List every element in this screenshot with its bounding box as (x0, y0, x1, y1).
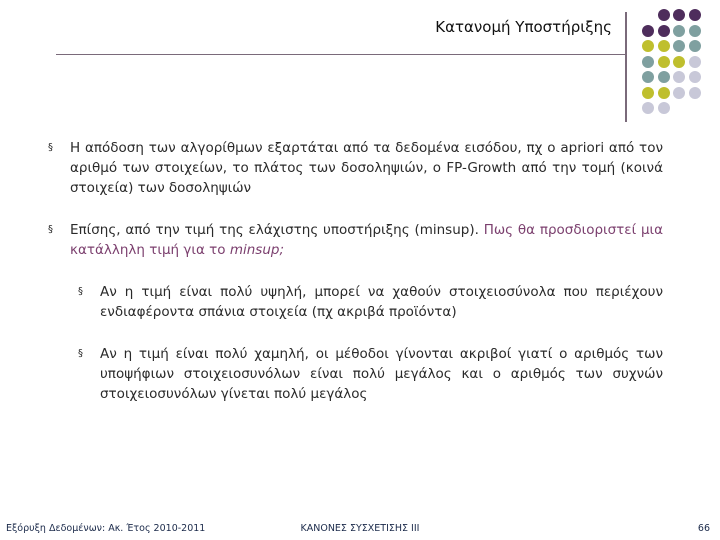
bullet-icon: § (78, 348, 83, 359)
bullet-icon: § (48, 224, 53, 235)
decorative-dot (673, 56, 685, 68)
decorative-dot (689, 71, 701, 83)
decorative-dot (673, 9, 685, 21)
footer-topic: ΚΑΝΟΝΕΣ ΣΥΣΧΕΤΙΣΗΣ ΙΙΙ (300, 523, 420, 534)
bullet-icon: § (78, 286, 83, 297)
decorative-dot (658, 40, 670, 52)
decorative-dot (658, 25, 670, 37)
decorative-dot (673, 71, 685, 83)
bullet-item (48, 138, 663, 198)
decorative-dot (642, 56, 654, 68)
decorative-dot (642, 87, 654, 99)
decorative-dot (642, 102, 654, 114)
decorative-dot (689, 40, 701, 52)
decorative-dot-grid (0, 0, 720, 130)
bullet-text-term: minsup; (229, 242, 284, 258)
slide-title: Κατανομή Υποστήριξης (435, 18, 612, 36)
sub-bullet-text: Αν η τιμή είναι πολύ υψηλή, μπορεί να χαθούν στοιχειοσύνολα που περιέχουν ενδιαφέροντα σπάνια στοιχεία (πχ ακριβά προϊόντα) (100, 284, 663, 320)
decorative-dot (689, 56, 701, 68)
decorative-dot (689, 25, 701, 37)
bullet-text: Η απόδοση των αλγορίθμων εξαρτάται από τα δεδομένα εισόδου, πχ ο apriori από τον αριθμό των στοιχείων, το πλάτος των δοσοληψιών, ο FP-Growth από την τομή (κοινά στοιχεία) των δοσοληψιών (70, 140, 663, 196)
bullet-icon: § (48, 142, 53, 153)
decorative-dot (658, 56, 670, 68)
sub-bullet-item (78, 282, 663, 322)
decorative-dot (658, 9, 670, 21)
decorative-dot (658, 71, 670, 83)
decorative-dot (642, 25, 654, 37)
footer-course: Εξόρυξη Δεδομένων: Ακ. Έτος 2010-2011 (6, 523, 206, 534)
decorative-dot (673, 25, 685, 37)
decorative-dot (673, 87, 685, 99)
decorative-dot (642, 40, 654, 52)
slide-body (48, 138, 663, 426)
sub-bullet-text: Αν η τιμή είναι πολύ χαμηλή, οι μέθοδοι γίνονται ακριβοί γιατί ο αριθμός των υποψήφιων στοιχειοσυνόλων είναι πολύ μεγάλος και ο αριθμός των συχνών στοιχειοσυνόλων γίνεται πολύ μεγάλος (100, 346, 663, 402)
sub-bullet-item (78, 344, 663, 404)
decorative-dot (658, 102, 670, 114)
decorative-dot (642, 71, 654, 83)
bullet-text-lead: Επίσης, από την τιμή της ελάχιστης υποστήριξης (minsup). (70, 222, 479, 238)
bullet-text-question: Πως θα προσδιοριστεί μια κατάλληλη τιμή για το (70, 222, 663, 258)
bullet-item (48, 220, 663, 260)
page-number: 66 (697, 523, 710, 534)
decorative-dot (658, 87, 670, 99)
decorative-dot (689, 87, 701, 99)
decorative-dot (689, 9, 701, 21)
decorative-dot (673, 40, 685, 52)
